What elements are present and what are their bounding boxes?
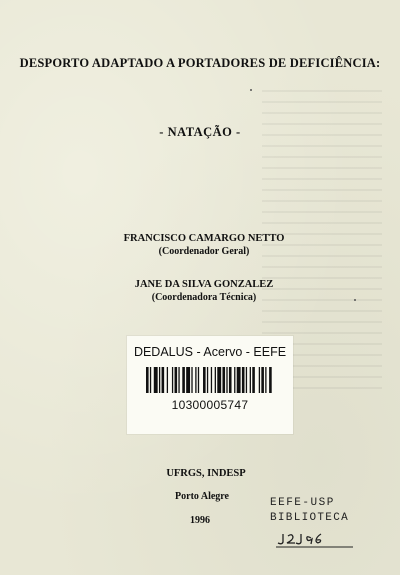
barcode-bar [162,367,165,393]
publisher: UFRGS, INDESP [166,468,246,479]
barcode-bar [222,367,225,393]
coordinator-role: (Coordenador Geral) [158,246,250,257]
technical-coordinator-name: JANE DA SILVA GONZALEZ [134,279,274,290]
barcode-bar [215,367,216,393]
library-stamp-line2: BIBLIOTECA [270,512,350,524]
barcode-bar [265,367,266,393]
barcode-bar [226,367,227,393]
barcode-bar [229,367,232,393]
barcode-number: 10300005747 [171,398,249,412]
publication-city: Porto Alegre [175,491,229,502]
document-subtitle: - NATAÇÃO - [159,125,241,139]
barcode-bar [159,367,160,393]
document-title: DESPORTO ADAPTADO A PORTADORES DE DEFICIÊNCIA: [19,56,381,70]
barcode-bar [186,367,190,393]
technical-coordinator-role: (Coordenadora Técnica) [151,292,257,303]
speck [250,89,252,91]
barcode-bar [167,367,168,393]
barcode-bar [154,367,158,393]
library-stamp-line1: EEFE-USP [270,497,335,509]
barcode-bar [178,367,179,393]
barcode-bar [146,367,149,393]
barcode-bar [172,367,173,393]
barcode-bar [207,367,208,393]
barcode-bar [252,367,255,393]
barcode-bar [191,367,192,393]
speck [354,299,356,301]
barcode-bar [242,367,245,393]
barcode-bar [250,367,251,393]
barcode-bar [246,367,247,393]
barcode-bar [261,367,264,393]
barcode-bar [237,367,241,393]
label-title: DEDALUS - Acervo - EEFE [133,345,287,359]
publication-year: 1996 [190,515,210,526]
barcode-bar [211,367,212,393]
barcode-bar [203,367,206,393]
barcode-bar [150,367,151,393]
barcode-bar [217,367,221,393]
barcode-bar [182,367,185,393]
handwritten-call-number [275,528,355,550]
barcode-bar [234,367,235,393]
barcode-icon [146,367,273,393]
library-barcode-label [127,336,293,434]
barcode-bar [269,367,272,393]
barcode-bar [175,367,178,393]
coordinator-name: FRANCISCO CAMARGO NETTO [123,233,285,244]
barcode-bar [198,367,199,393]
barcode-bar [259,367,260,393]
barcode-bar [195,367,196,393]
